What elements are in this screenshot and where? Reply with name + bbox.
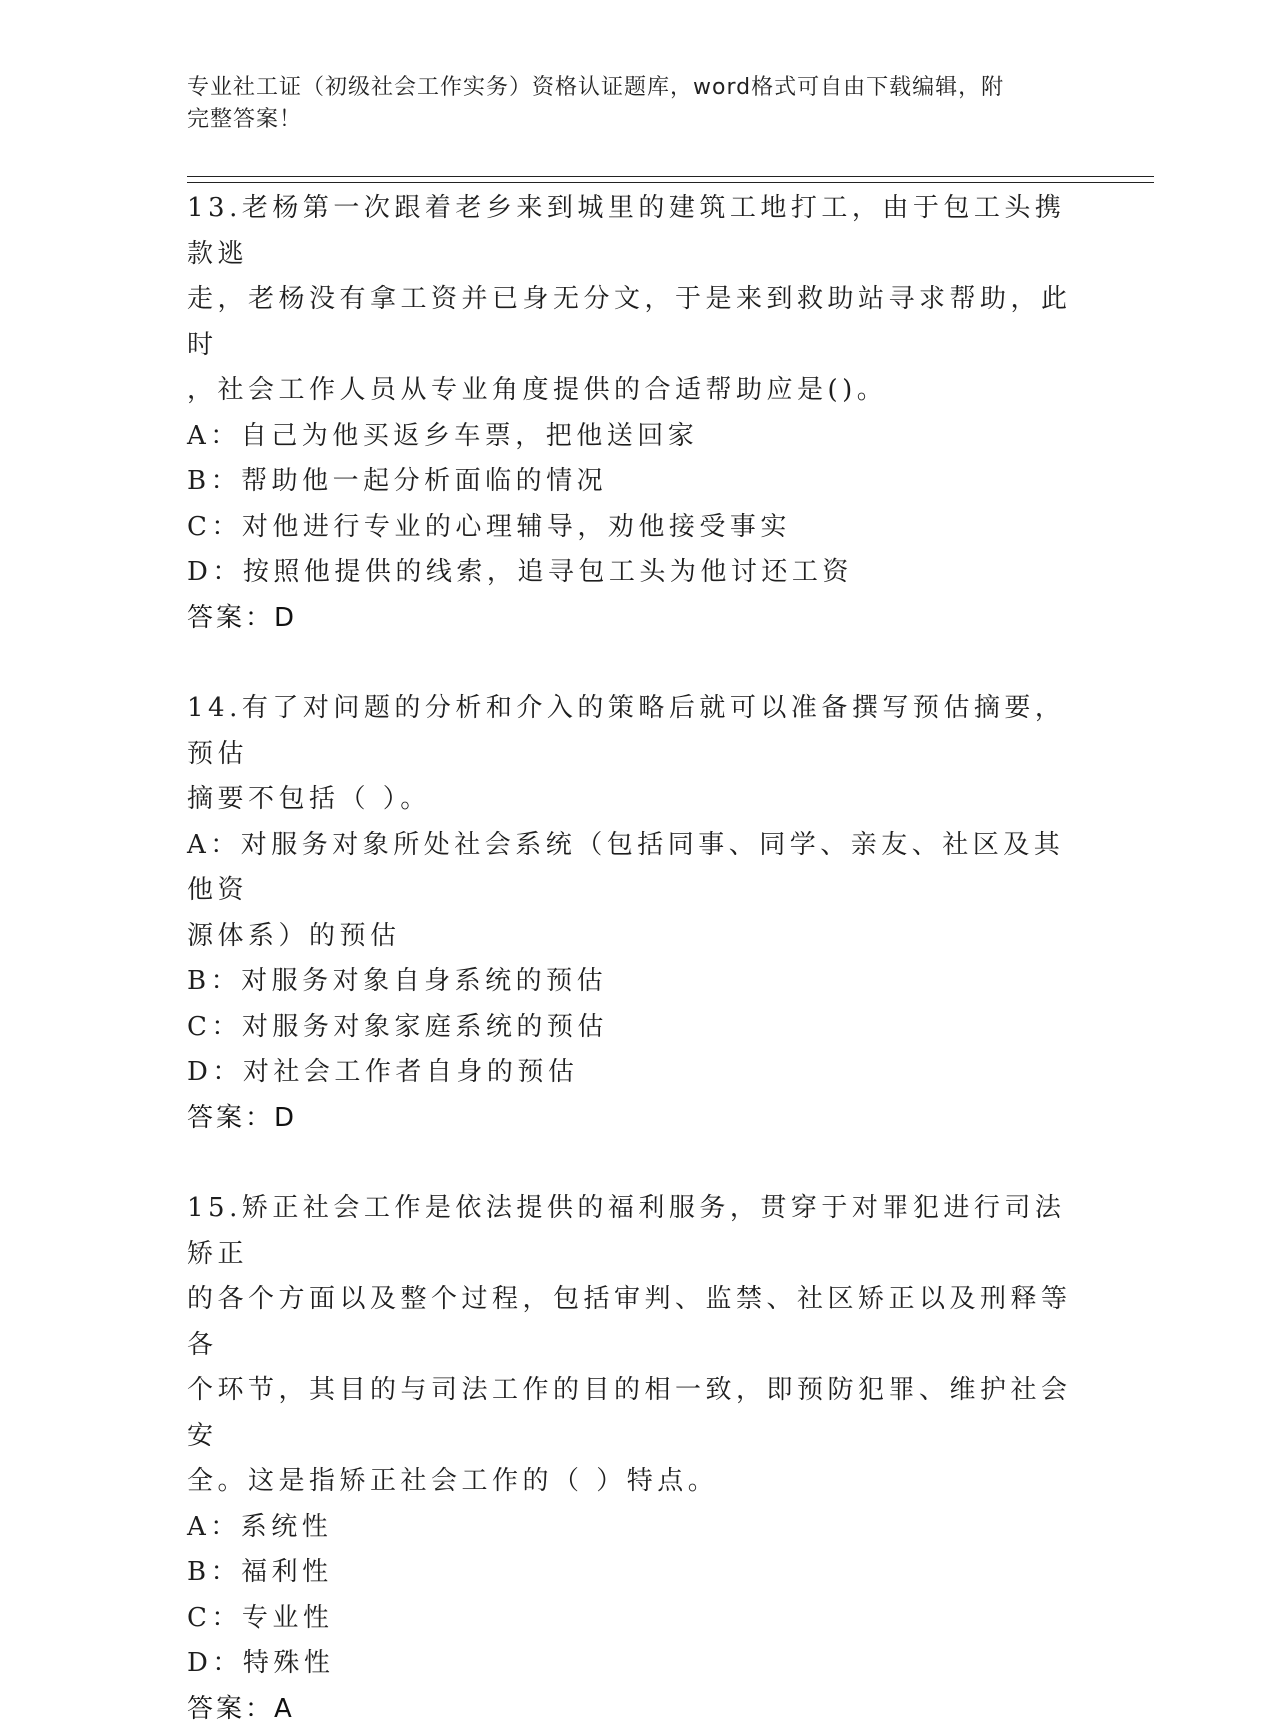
- question-spacer: [187, 1141, 1077, 1186]
- question-stem-line: 13.老杨第一次跟着老乡来到城里的建筑工地打工，由于包工头携款逃: [187, 186, 1077, 277]
- option-d: D：按照他提供的线索，追寻包工头为他讨还工资: [187, 550, 1077, 596]
- option-a-continued: 源体系）的预估: [187, 914, 1077, 960]
- question-stem-line: 的各个方面以及整个过程，包括审判、监禁、社区矫正以及刑释等各: [187, 1277, 1077, 1368]
- header-divider-bottom: [187, 182, 1154, 183]
- answer-line: 答案：A: [187, 1687, 1077, 1732]
- question-stem-line: 15.矫正社会工作是依法提供的福利服务，贯穿于对罪犯进行司法矫正: [187, 1186, 1077, 1277]
- option-b: B：帮助他一起分析面临的情况: [187, 459, 1077, 505]
- option-a: A：自己为他买返乡车票，把他送回家: [187, 414, 1077, 460]
- option-d: D：对社会工作者自身的预估: [187, 1050, 1077, 1096]
- answer-line: 答案：D: [187, 596, 1077, 642]
- option-d: D：特殊性: [187, 1641, 1077, 1687]
- option-a: A：系统性: [187, 1505, 1077, 1551]
- header-line-2: 完整答案！: [187, 104, 1067, 136]
- document-header: [187, 72, 1067, 136]
- question-stem-line: ，社会工作人员从专业角度提供的合适帮助应是()。: [187, 368, 1077, 414]
- question-spacer: [187, 641, 1077, 686]
- option-b: B：对服务对象自身系统的预估: [187, 959, 1077, 1005]
- question-stem-line: 走，老杨没有拿工资并已身无分文，于是来到救助站寻求帮助，此时: [187, 277, 1077, 368]
- question-stem-line: 摘要不包括（ ）。: [187, 777, 1077, 823]
- header-line-1: 专业社工证（初级社会工作实务）资格认证题库，word格式可自由下载编辑，附: [187, 72, 1067, 104]
- question-stem-line: 个环节，其目的与司法工作的目的相一致，即预防犯罪、维护社会安: [187, 1368, 1077, 1459]
- answer-line: 答案：D: [187, 1096, 1077, 1142]
- header-divider-top: [187, 176, 1154, 177]
- question-15: [187, 1186, 1077, 1732]
- option-b: B：福利性: [187, 1550, 1077, 1596]
- question-13: [187, 186, 1077, 641]
- option-c: C：对服务对象家庭系统的预估: [187, 1005, 1077, 1051]
- question-list: [187, 186, 1077, 1732]
- question-stem-line: 全。这是指矫正社会工作的（ ）特点。: [187, 1459, 1077, 1505]
- question-14: [187, 686, 1077, 1141]
- option-c: C：对他进行专业的心理辅导，劝他接受事实: [187, 505, 1077, 551]
- option-c: C：专业性: [187, 1596, 1077, 1642]
- question-stem-line: 14.有了对问题的分析和介入的策略后就可以准备撰写预估摘要，预估: [187, 686, 1077, 777]
- option-a: A：对服务对象所处社会系统（包括同事、同学、亲友、社区及其他资: [187, 823, 1077, 914]
